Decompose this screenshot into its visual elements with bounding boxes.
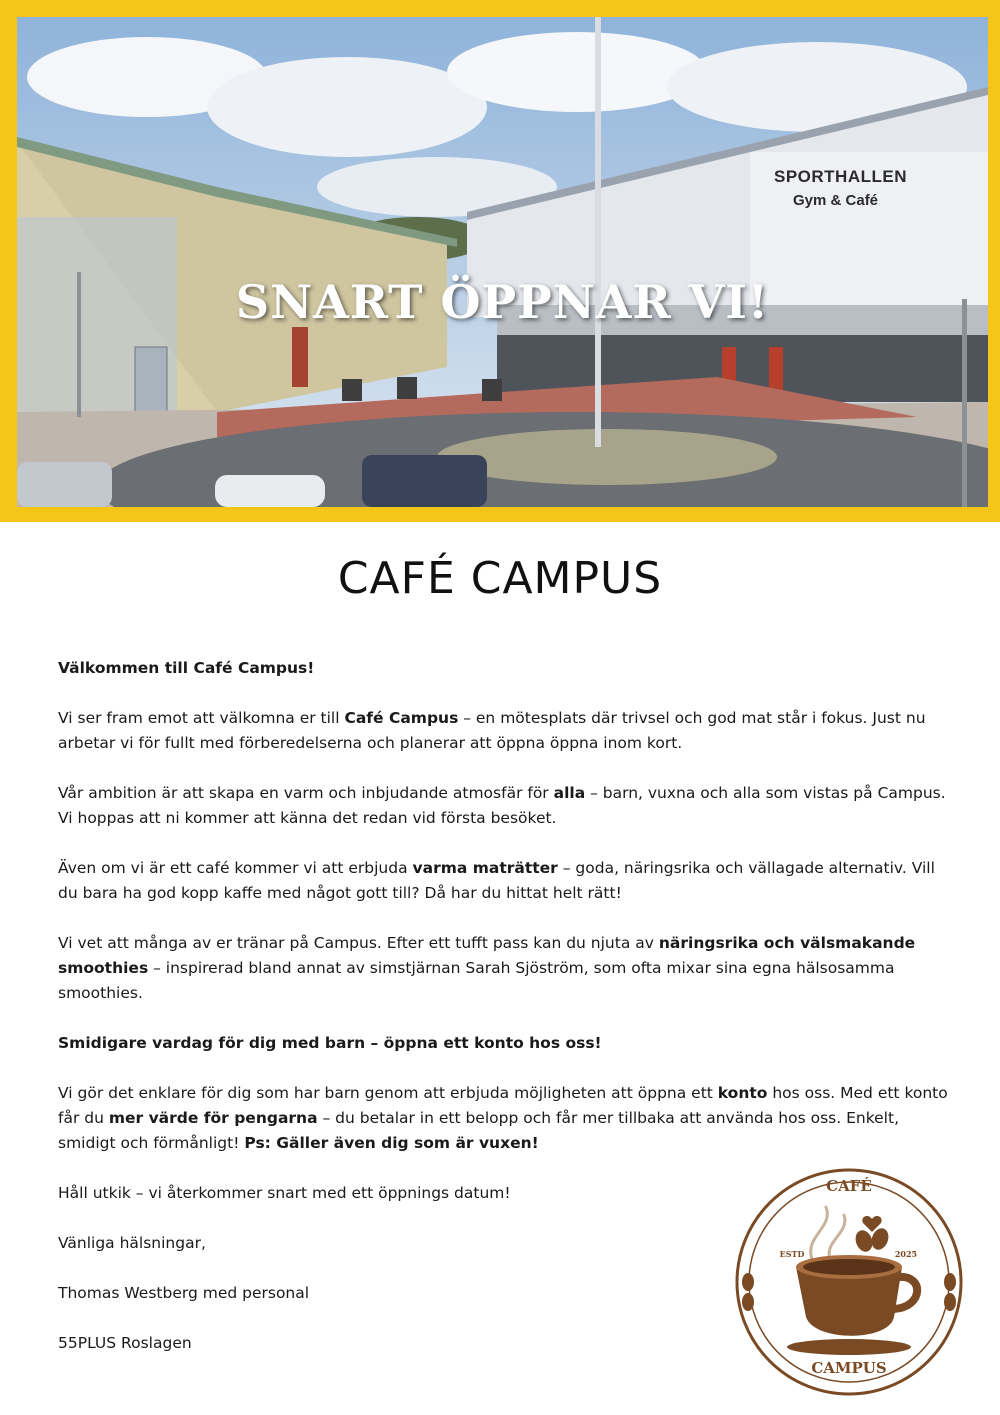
- p3-text-a: Även om vi är ett café kommer vi att erbjuda: [58, 859, 413, 877]
- p5-bold-konto: konto: [717, 1084, 768, 1102]
- paragraph-2: [58, 781, 958, 831]
- p3-text-c: – goda, näringsrika och vällagade alternativ. Vill du bara ha god kopp kaffe med något gott till? Då har du hittat helt rätt!: [58, 859, 935, 902]
- p5-text-e: – du betalar in ett belopp och får mer tillbaka att använda hos oss. Enkelt, smidigt och förmånligt!: [58, 1109, 899, 1152]
- logo-top-text: CAFÉ: [826, 1177, 872, 1195]
- p5-text-a: Vi gör det enklare för dig som har barn genom att erbjuda möjligheten att öppna ett: [58, 1084, 718, 1102]
- logo-year-text: 2025: [894, 1249, 918, 1259]
- paragraph-1: [58, 706, 958, 756]
- account-heading-text: Smidigare vardag för dig med barn – öppna ett konto hos oss!: [58, 1034, 602, 1052]
- logo-bottom-text: CAMPUS: [811, 1359, 887, 1377]
- signature-greeting: Vänliga hälsningar,: [58, 1234, 206, 1252]
- p2-bold-alla: alla: [553, 784, 586, 802]
- paragraph-4: [58, 931, 958, 1006]
- account-heading: [58, 1031, 958, 1056]
- sports-hall-photo: [17, 17, 988, 507]
- intro-heading: [58, 656, 958, 681]
- p2-text-a: Vår ambition är att skapa en varm och inbjudande atmosfär för: [58, 784, 554, 802]
- p1-text-a: Vi ser fram emot att välkomna er till: [58, 709, 345, 727]
- cafe-campus-logo: [734, 1167, 964, 1397]
- paragraph-6: Håll utkik – vi återkommer snart med ett öppnings datum!: [58, 1184, 511, 1202]
- p1-bold-cafe-campus: Café Campus: [344, 709, 459, 727]
- hero-banner: [0, 0, 1000, 522]
- paragraph-5: [58, 1081, 958, 1156]
- logo-estd-text: ESTD: [779, 1249, 805, 1259]
- sign-sporthallen: SPORTHALLEN: [774, 167, 907, 186]
- page-title: CAFÉ CAMPUS: [337, 553, 663, 604]
- p5-text-c: hos oss. Med ett konto får du: [58, 1084, 948, 1127]
- p5-bold-ps: Ps: Gäller även dig som är vuxen!: [244, 1134, 539, 1152]
- p4-bold-smoothies: näringsrika och välsmakande smoothies: [58, 934, 916, 977]
- p5-bold-mer-varde: mer värde för pengarna: [108, 1109, 318, 1127]
- hero-headline: SNART ÖPPNAR VI!: [235, 275, 770, 329]
- signature-name: Thomas Westberg med personal: [58, 1284, 310, 1302]
- p1-text-c: – en mötesplats där trivsel och god mat står i fokus. Just nu arbetar vi för fullt med förberedelserna och planerar att öppna öppna inom kort.: [58, 709, 926, 752]
- paragraph-3: [58, 856, 958, 906]
- p2-text-c: – barn, vuxna och alla som vistas på Campus. Vi hoppas att ni kommer att känna det redan vid första besöket.: [58, 784, 946, 827]
- intro-heading-text: Välkommen till Café Campus!: [58, 659, 315, 677]
- signature-org: 55PLUS Roslagen: [58, 1334, 192, 1352]
- hero-photo: [17, 17, 988, 507]
- p4-text-a: Vi vet att många av er tränar på Campus. Efter ett tufft pass kan du njuta av: [58, 934, 659, 952]
- sign-gym-cafe: Gym & Café: [793, 192, 879, 209]
- p4-text-c: – inspirerad bland annat av simstjärnan Sarah Sjöström, som ofta mixar sina egna hälsosamma smoothies.: [58, 959, 895, 1002]
- p3-bold-varma-matratter: varma maträtter: [412, 859, 558, 877]
